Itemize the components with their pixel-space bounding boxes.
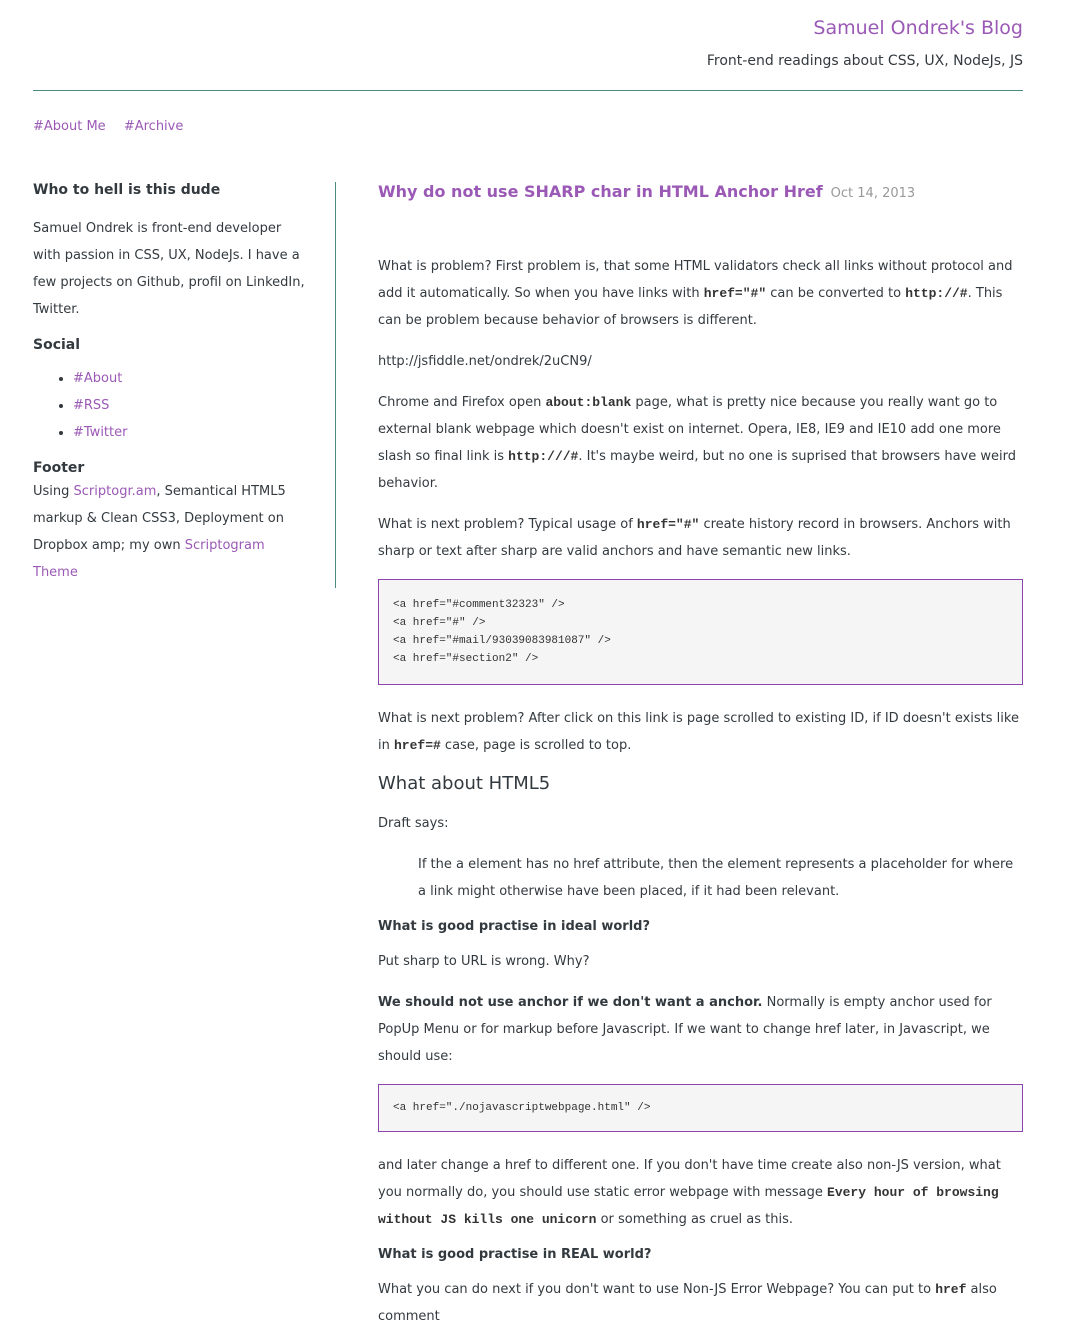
post-content — [378, 182, 1023, 1344]
blog-title-link[interactable]: Samuel Ondrek's Blog — [813, 17, 1023, 39]
scriptogram-theme-link[interactable]: Scriptogram Theme — [33, 538, 265, 580]
heading-real-world: What is good practise in REAL world? — [378, 1247, 652, 1262]
paragraph-10 — [378, 1276, 1023, 1330]
p3-text-c: . It's maybe weird, but no one is suprised that browsers have weird behavior. — [378, 449, 1016, 491]
sidebar-who-heading: Who to hell is this dude — [33, 182, 221, 198]
paragraph-8 — [378, 989, 1023, 1070]
footer-text-pre: Using — [33, 484, 74, 499]
p9-code-unicorn: Every hour of browsing without JS kills one unicorn — [378, 1185, 999, 1227]
site-header — [33, 0, 1023, 91]
p3-text-a: Chrome and Firefox open — [378, 395, 546, 410]
paragraph-7: Put sharp to URL is wrong. Why? — [378, 954, 590, 969]
p5-text-b: case, page is scrolled to top. — [440, 738, 632, 753]
p9-text-a: and later change a href to different one. If you don't have time create also non-JS version, what you normally do, you should use static error webpage with message — [378, 1158, 1001, 1200]
sidebar-who-text: Samuel Ondrek is front-end developer with passion in CSS, UX, NodeJs. I have a few projects on Github, profil on LinkedIn, Twitter. — [33, 221, 305, 317]
social-item-twitter — [73, 419, 305, 446]
top-nav — [33, 119, 197, 134]
heading-ideal-world: What is good practise in ideal world? — [378, 919, 650, 934]
p5-text-a: What is next problem? After click on this link is page scrolled to existing ID, if ID doesn't exists like in — [378, 711, 1019, 753]
p10-code-href: href — [935, 1282, 967, 1297]
social-rss-link[interactable]: #RSS — [73, 398, 110, 413]
p1-code-href: href="#" — [703, 286, 767, 301]
p10-text-b: also comment — [378, 1282, 997, 1324]
p3-code-about-blank: about:blank — [545, 395, 632, 410]
sidebar — [33, 182, 336, 588]
paragraph-2-jsfiddle: http://jsfiddle.net/ondrek/2uCN9/ — [378, 354, 592, 369]
post-title-link[interactable]: Why do not use SHARP char in HTML Anchor Href — [378, 182, 823, 201]
paragraph-3 — [378, 389, 1023, 497]
scriptogram-link[interactable]: Scriptogr.am — [73, 484, 157, 499]
nav-about-me-link[interactable]: #About Me — [33, 119, 106, 134]
p3-text-b: page, what is pretty nice because you really want go to external blank webpage which doesn't exist on internet. Opera, IE8, IE9 and IE10 add one more slash so final link is — [378, 395, 1001, 464]
blog-subtitle: Front-end readings about CSS, UX, NodeJs, JS — [706, 53, 1023, 69]
p9-text-b: or something as cruel as this. — [596, 1212, 794, 1227]
p8-text: Normally is empty anchor used for PopUp Menu or for markup before Javascript. If we want to change href later, in Javascript, we should use: — [378, 995, 992, 1064]
section-heading-html5: What about HTML5 — [378, 773, 551, 794]
footer-text-mid: , Semantical HTML5 markup & Clean CSS3, Deployment on Dropbox amp; my own — [33, 484, 286, 553]
p1-text-b: can be converted to — [766, 286, 906, 301]
p4-text-a: What is next problem? Typical usage of — [378, 517, 637, 532]
social-item-about — [73, 365, 305, 392]
social-links — [33, 365, 305, 446]
nav-archive-link[interactable]: #Archive — [123, 119, 184, 134]
code-block-anchors: <a href="#comment32323" /> <a href="#" /> <a href="#mail/93039083981087" /> <a href="#section2" /> — [378, 579, 1023, 685]
p3-code-http-slash: http:///# — [508, 449, 579, 464]
social-twitter-link[interactable]: #Twitter — [73, 425, 128, 440]
code-block-nojs: <a href="./nojavascriptwebpage.html" /> — [378, 1084, 1023, 1132]
post-header — [378, 182, 1023, 201]
p8-bold-text: We should not use anchor if we don't want a anchor. — [378, 995, 763, 1010]
paragraph-1 — [378, 253, 1023, 334]
p4-code-href: href="#" — [636, 517, 700, 532]
sidebar-social-heading: Social — [33, 337, 81, 353]
post-date: Oct 14, 2013 — [830, 186, 916, 201]
sidebar-footer-heading: Footer — [33, 460, 85, 476]
p4-text-b: create history record in browsers. Anchors with sharp or text after sharp are valid anchors and have semantic new links. — [378, 517, 1011, 559]
p1-text-a: What is problem? First problem is, that some HTML validators check all links without protocol and add it automatically. So when you have links with — [378, 259, 1013, 301]
social-about-link[interactable]: #About — [73, 371, 123, 386]
p10-text-a: What you can do next if you don't want to use Non-JS Error Webpage? You can put to — [378, 1282, 936, 1297]
sidebar-footer-text — [33, 478, 305, 586]
paragraph-9 — [378, 1152, 1023, 1233]
social-item-rss — [73, 392, 305, 419]
p5-code-href: href=# — [393, 738, 441, 753]
paragraph-draft: Draft says: — [378, 816, 449, 831]
paragraph-4 — [378, 511, 1023, 565]
paragraph-5 — [378, 705, 1023, 759]
p1-text-c: . This can be problem because behavior of browsers is different. — [378, 286, 1003, 328]
draft-quote: If the a element has no href attribute, then the element represents a placeholder for where a link might otherwise have been placed, if it had been relevant. — [418, 857, 1014, 899]
p1-code-http: http://# — [905, 286, 968, 301]
